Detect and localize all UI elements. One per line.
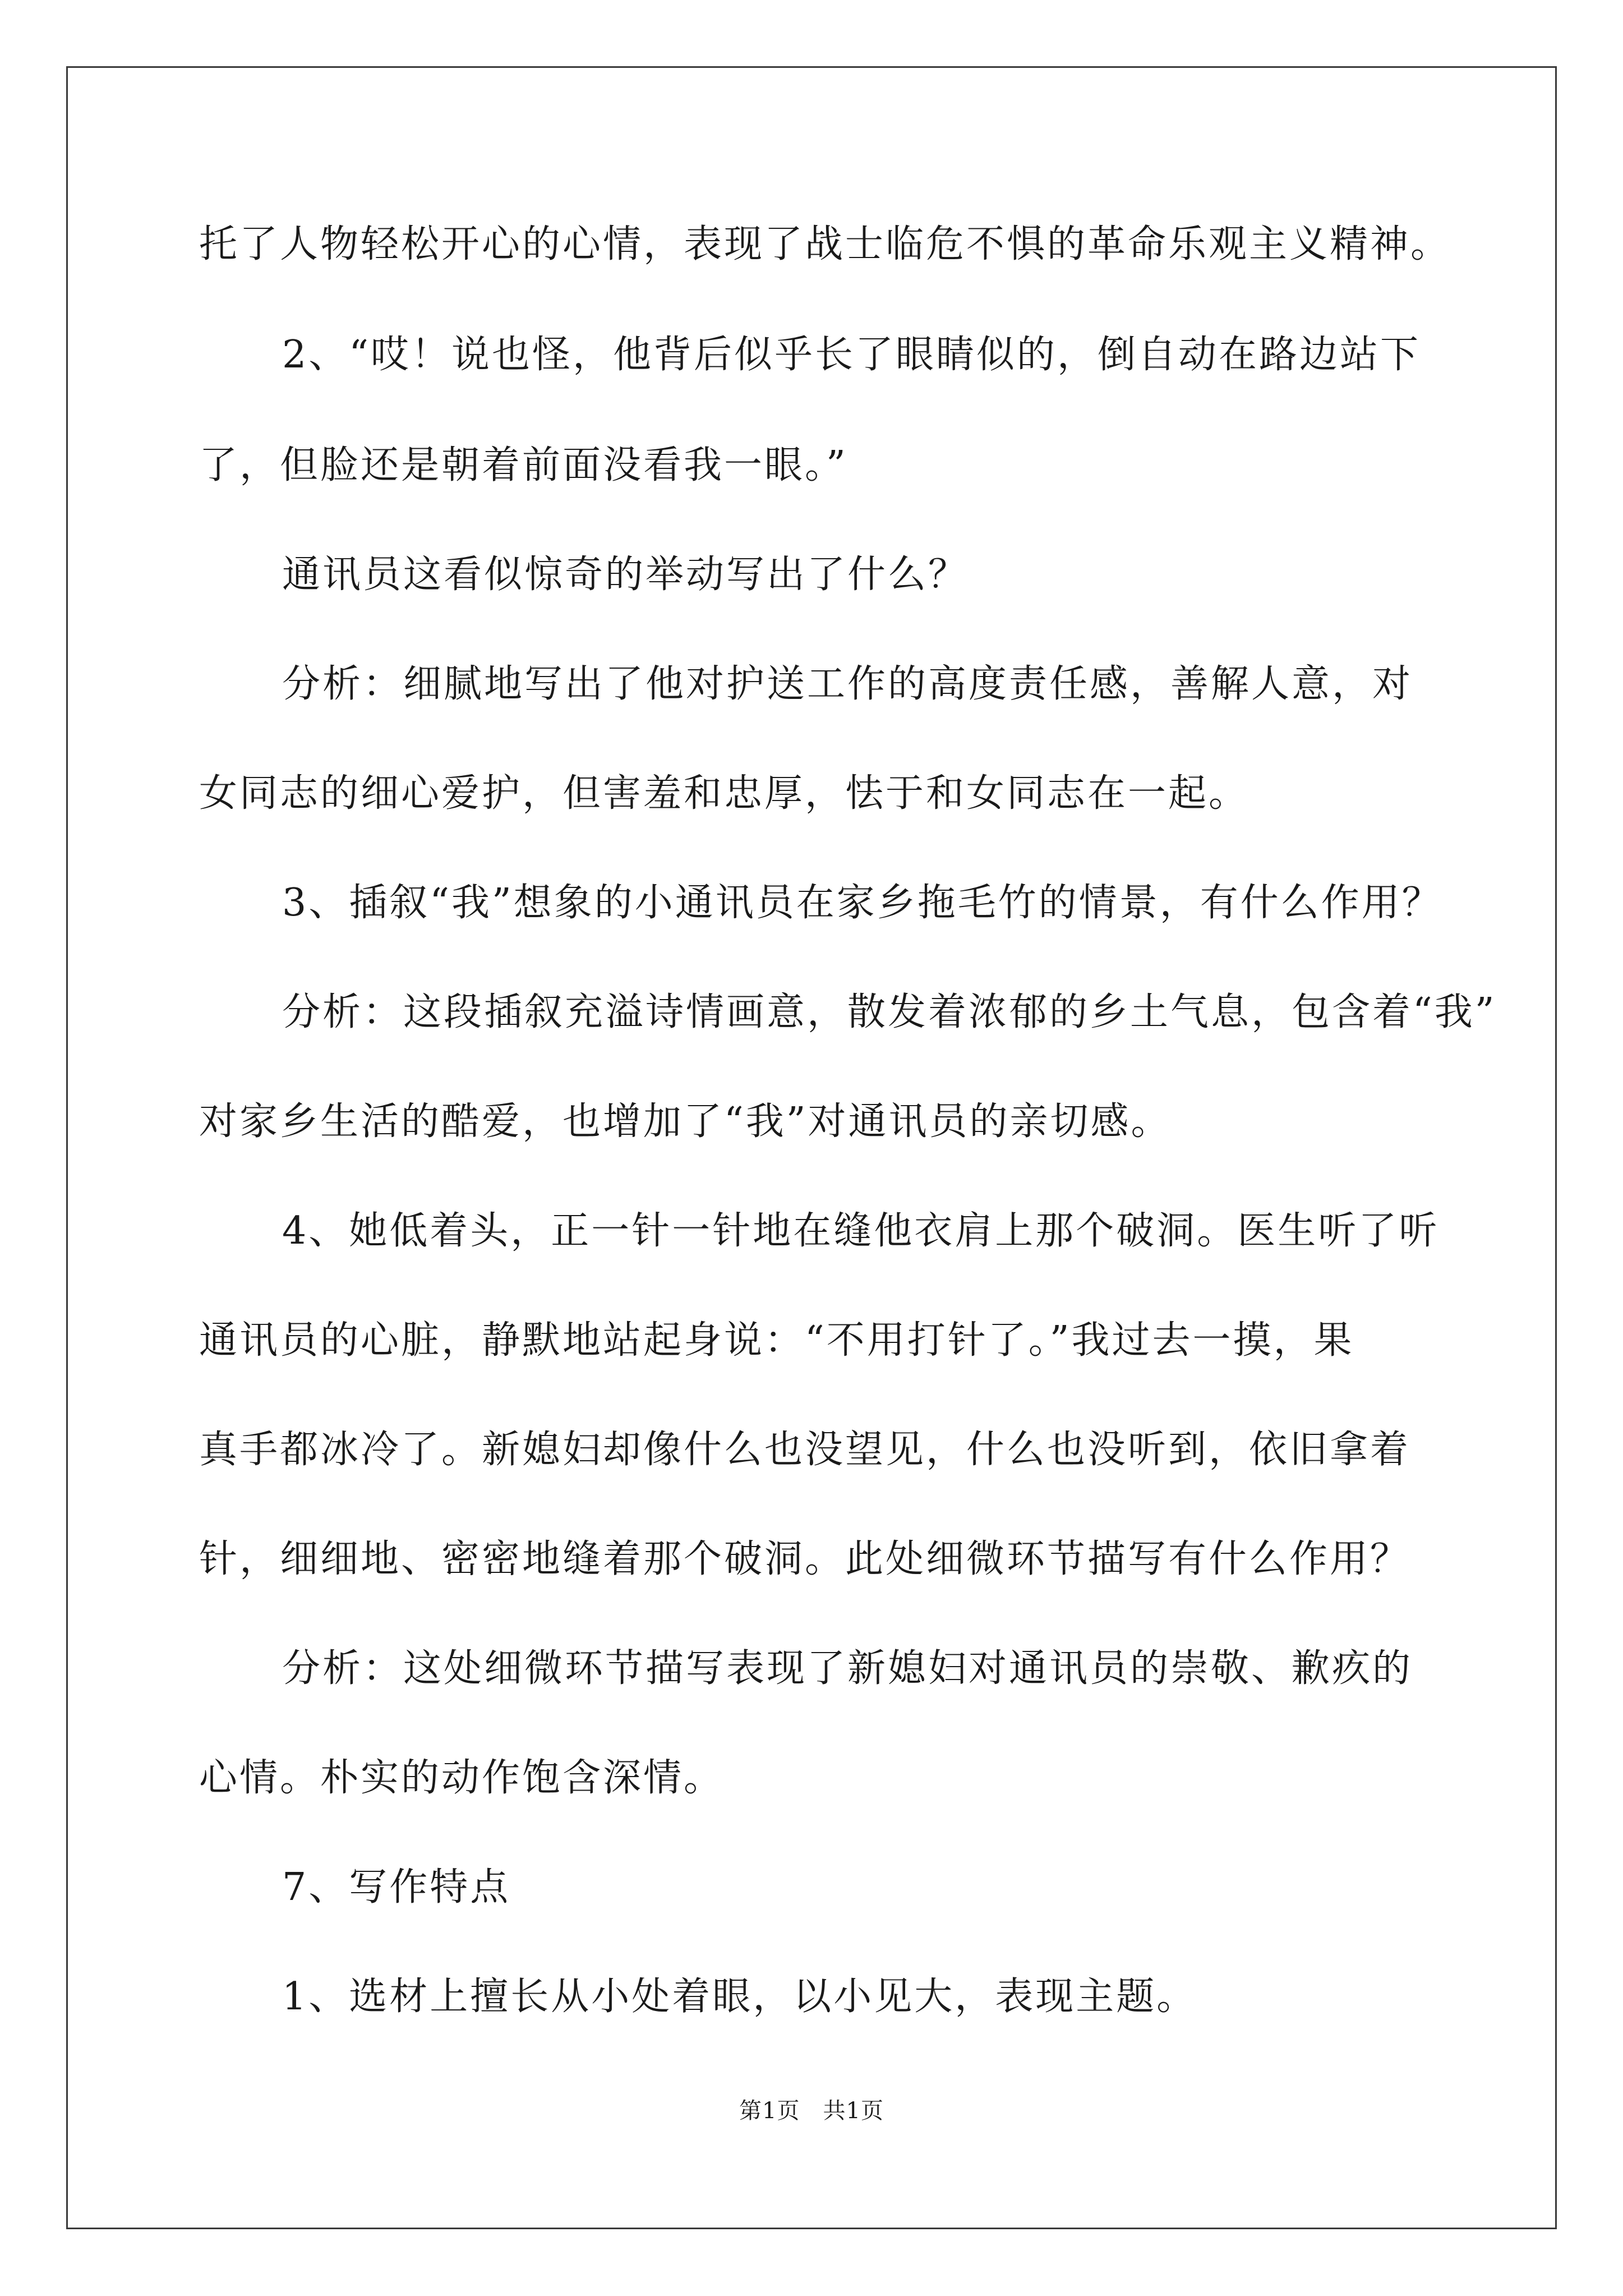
text-line: 针，细细地、密密地缝着那个破洞。此处细微环节描写有什么作用？ <box>199 1537 1411 1581</box>
text-line: 托了人物轻松开心的心情，表现了战士临危不惧的革命乐观主义精神。 <box>199 222 1451 266</box>
text-line: 女同志的细心爱护，但害羞和忠厚，怯于和女同志在一起。 <box>199 771 1249 816</box>
text-line: 分析：这段插叙充溢诗情画意，散发着浓郁的乡土气息，包含着“我” <box>282 990 1497 1034</box>
text-line: 心情。朴实的动作饱含深情。 <box>199 1756 725 1800</box>
text-line: 2、“哎！说也怪，他背后似乎长了眼睛似的，倒自动在路边站下 <box>282 333 1421 377</box>
text-line: 分析：这处细微环节描写表现了新媳妇对通讯员的崇敬、歉疚的 <box>282 1646 1413 1691</box>
text-line: 4、她低着头，正一针一针地在缝他衣肩上那个破洞。医生听了听 <box>282 1209 1440 1253</box>
text-line: 通讯员的心脏，静默地站起身说：“不用打针了。”我过去一摸，果 <box>199 1318 1354 1363</box>
text-line: 了，但脸还是朝着前面没看我一眼。” <box>199 443 848 487</box>
text-line: 分析：细腻地写出了他对护送工作的高度责任感，善解人意，对 <box>282 662 1413 706</box>
page-footer: 第1页 共1页 <box>739 2098 884 2124</box>
text-line: 真手都冰冷了。新媳妇却像什么也没望见，什么也没听到，依旧拿着 <box>199 1428 1411 1472</box>
text-line: 通讯员这看似惊奇的举动写出了什么？ <box>282 553 969 597</box>
text-line: 对家乡生活的酷爱，也增加了“我”对通讯员的亲切感。 <box>199 1099 1172 1144</box>
text-line: 7、写作特点 <box>282 1865 511 1910</box>
text-line: 1、选材上擅长从小处着眼，以小见大，表现主题。 <box>282 1975 1197 2019</box>
text-line: 3、插叙“我”想象的小通讯员在家乡拖毛竹的情景，有什么作用？ <box>282 881 1442 925</box>
